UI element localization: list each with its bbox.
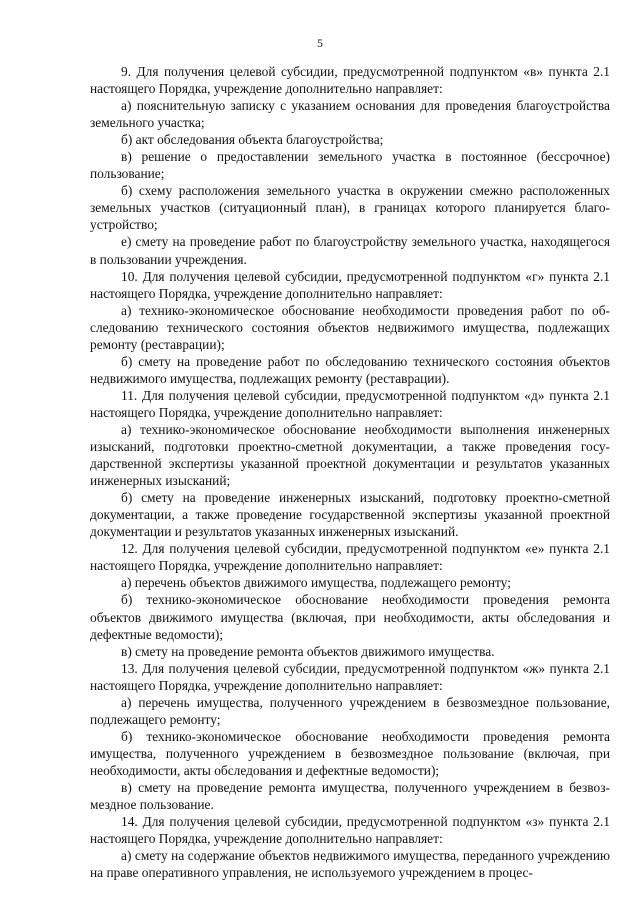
document-body: [90, 63, 610, 881]
paragraph: в) решение о предоставлении земельного участка в постоянное (бессрочное) пользование;: [90, 149, 610, 182]
paragraph: б) смету на проведение инженерных изысканий, подготовку проектно-сметной документации, а также проведение государственной экспертизы указанной проектной документации и результатов указанных инженерных изысканий.: [90, 490, 610, 540]
paragraph: б) технико-экономическое обоснование необходимости проведения ремонта объектов движимого имущества (включая, при необходимости, акты обследования и дефектные ведомости);: [90, 592, 610, 642]
paragraph: 14. Для получения целевой субсидии, предусмотренной подпунктом «з» пункта 2.1 настоящего Порядка, учреждение дополнительно направляет:: [90, 814, 610, 847]
paragraph: е) смету на проведение работ по благоустройству земельного участка, находящегося в пользовании учреждения.: [90, 234, 610, 267]
paragraph: в) смету на проведение ремонта имущества, полученного учреждением в безвозмездное пользование.: [90, 779, 610, 813]
paragraph: 13. Для получения целевой субсидии, предусмотренной подпунктом «ж» пункта 2.1 настоящего Порядка, учреждение дополнительно направляет:: [90, 660, 610, 693]
paragraph: а) пояснительную записку с указанием основания для проведения благоустройства земельного участка;: [90, 98, 610, 131]
paragraph: а) перечень объектов движимого имущества, подлежащего ремонту;: [121, 575, 511, 591]
paragraph: б) технико-экономическое обоснование необходимости проведения ремонта имущества, полученного учреждением в безвозмездное пользование (включая, при необходимости, акты обследования и дефектные ведомости);: [90, 728, 610, 778]
paragraph: 10. Для получения целевой субсидии, предусмотренной подпунктом «г» пункта 2.1 настоящего Порядка, учреждение дополнительно направляет:: [90, 268, 610, 301]
paragraph: б) схему расположения земельного участка в окружении смежно расположенных земельных участков (ситуационный план), в границах которого планируется благоустройство;: [90, 183, 610, 233]
paragraph: в) смету на проведение ремонта объектов движимого имущества.: [121, 643, 495, 659]
paragraph: б) смету на проведение работ по обследованию технического состояния объектов недвижимого имущества, подлежащих ремонту (реставрации).: [90, 353, 610, 386]
page-number: 5: [317, 38, 323, 50]
paragraph: а) перечень имущества, полученного учреждением в безвозмездное пользование, подлежащего ремонту;: [90, 694, 610, 727]
paragraph: а) технико-экономическое обоснование необходимости проведения работ по обследованию технического состояния объектов недвижимого имущества, подлежащих ремонту (реставрации);: [90, 302, 610, 352]
paragraph: 9. Для получения целевой субсидии, предусмотренной подпунктом «в» пункта 2.1 настоящего Порядка, учреждение дополнительно направляет:: [90, 64, 610, 97]
paragraph: 11. Для получения целевой субсидии, предусмотренной подпунктом «д» пункта 2.1 настоящего Порядка, учреждение дополнительно направляет:: [90, 387, 610, 420]
paragraph: а) смету на содержание объектов недвижимого имущества, переданного учреждению на праве оперативного управления, не используемого учреждением в процес-: [90, 848, 610, 881]
paragraph: 12. Для получения целевой субсидии, предусмотренной подпунктом «е» пункта 2.1 настоящего Порядка, учреждение дополнительно направляет:: [90, 541, 610, 574]
paragraph: а) технико-экономическое обоснование необходимости выполнения инженерных изысканий, подготовки проектно-сметной документации, а также проведения государственной экспертизы указанной проектной документации и результатов указанных инженерных изысканий;: [90, 421, 610, 489]
paragraph: б) акт обследования объекта благоустройства;: [121, 132, 384, 148]
